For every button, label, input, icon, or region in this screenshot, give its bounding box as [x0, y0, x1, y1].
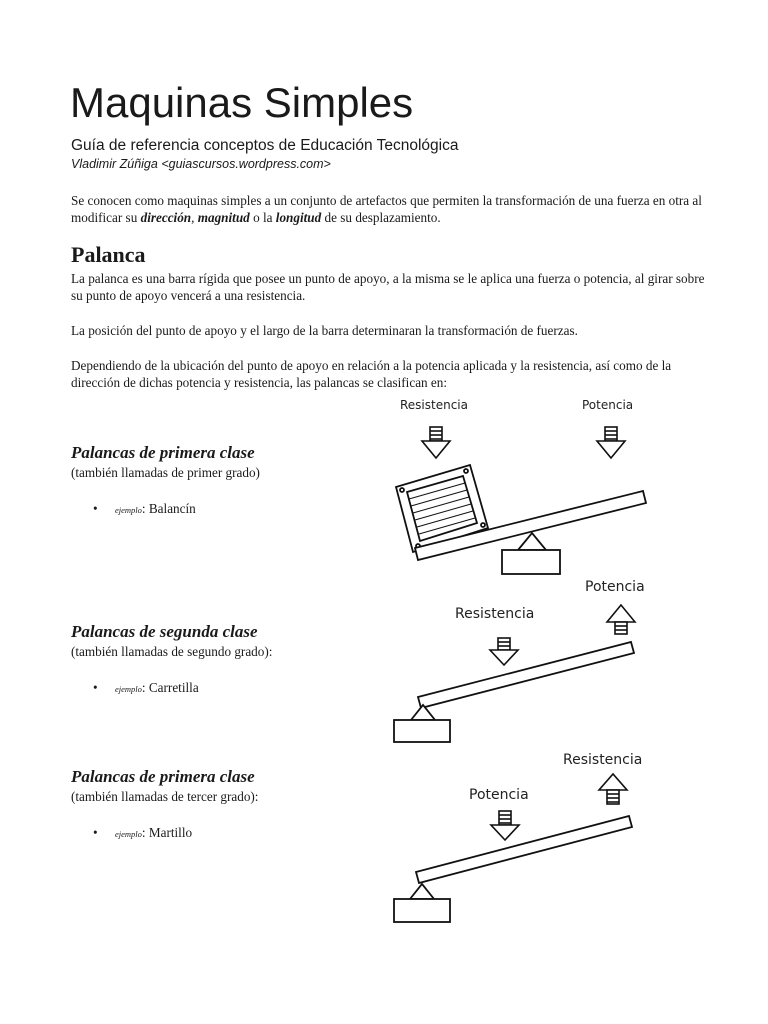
lever-1-subtitle: (también llamadas de primer grado)	[71, 465, 260, 480]
example-text: : Martillo	[141, 825, 193, 840]
bullet-icon: •	[93, 501, 98, 516]
lever-3-example	[93, 825, 192, 841]
arrow-up-icon	[599, 774, 627, 804]
example-prefix: ejemplo	[115, 505, 142, 515]
lever-2-title: Palancas de segunda clase	[71, 622, 258, 641]
intro-text-1: Se conocen como maquinas simples a un conjunto de artefactos que permiten la transformación de una fuerza en otra al modificar su	[71, 193, 702, 225]
section-heading-palanca: Palanca	[71, 242, 146, 267]
lever-1-title: Palancas de primera clase	[71, 443, 255, 462]
intro-sep-2: o la	[249, 210, 276, 225]
resistencia-label: Resistencia	[455, 606, 535, 622]
example-text: : Balancín	[141, 501, 196, 516]
intro-paragraph	[71, 192, 711, 226]
resistencia-label: Resistencia	[400, 398, 468, 412]
arrow-down-icon	[491, 811, 519, 840]
lever-2-example	[93, 680, 199, 696]
fulcrum-icon	[502, 533, 560, 574]
lever-3-title: Palancas de primera clase	[71, 767, 255, 786]
palanca-paragraph-1: La palanca es una barra rígida que posee un punto de apoyo, a la misma se le aplica una fuerza o potencia, al girar sobre su punto de apoyo vencerá a una resistencia.	[71, 271, 705, 303]
intro-em-longitud: longitud	[275, 210, 322, 225]
example-prefix: ejemplo	[115, 684, 142, 694]
lever-2-subtitle: (también llamadas de segundo grado):	[71, 644, 273, 659]
intro-sep-1: ,	[191, 210, 198, 225]
palanca-paragraph-3: Dependiendo de la ubicación del punto de apoyo en relación a la potencia aplicada y la resistencia, así como de la dirección de dichas potencia y resistencia, las palancas se clasifican en:	[71, 358, 672, 390]
lever-2-diagram	[385, 575, 675, 750]
example-prefix: ejemplo	[115, 829, 142, 839]
lever-1-diagram	[380, 395, 670, 580]
lever-1-example	[93, 501, 196, 517]
bullet-icon: •	[93, 825, 98, 840]
lever-3-subtitle: (también llamadas de tercer grado):	[71, 789, 259, 804]
intro-text-2: de su desplazamiento.	[321, 210, 441, 225]
author-line: Vladimir Zúñiga <guiascursos.wordpress.com>	[71, 157, 331, 171]
fulcrum-icon	[394, 705, 450, 742]
arrow-down-icon	[490, 638, 518, 665]
arrow-down-icon	[597, 427, 625, 458]
arrow-down-icon	[422, 427, 450, 458]
page-title: Maquinas Simples	[70, 79, 414, 126]
lever-beam	[416, 816, 632, 883]
potencia-label: Potencia	[469, 787, 529, 803]
potencia-label: Potencia	[585, 579, 645, 595]
page-subtitle: Guía de referencia conceptos de Educación Tecnológica	[71, 137, 459, 154]
lever-beam	[418, 642, 634, 708]
example-text: : Carretilla	[141, 680, 199, 695]
bullet-icon: •	[93, 680, 98, 695]
potencia-label: Potencia	[582, 398, 634, 412]
arrow-up-icon	[607, 605, 635, 634]
intro-em-magnitud: magnitud	[197, 210, 250, 225]
intro-em-direccion: dirección	[140, 210, 192, 225]
palanca-paragraph-2: La posición del punto de apoyo y el largo de la barra determinaran la transformación de fuerzas.	[71, 323, 578, 338]
fulcrum-icon	[394, 884, 450, 922]
resistencia-label: Resistencia	[563, 752, 643, 768]
lever-3-diagram	[385, 748, 675, 926]
